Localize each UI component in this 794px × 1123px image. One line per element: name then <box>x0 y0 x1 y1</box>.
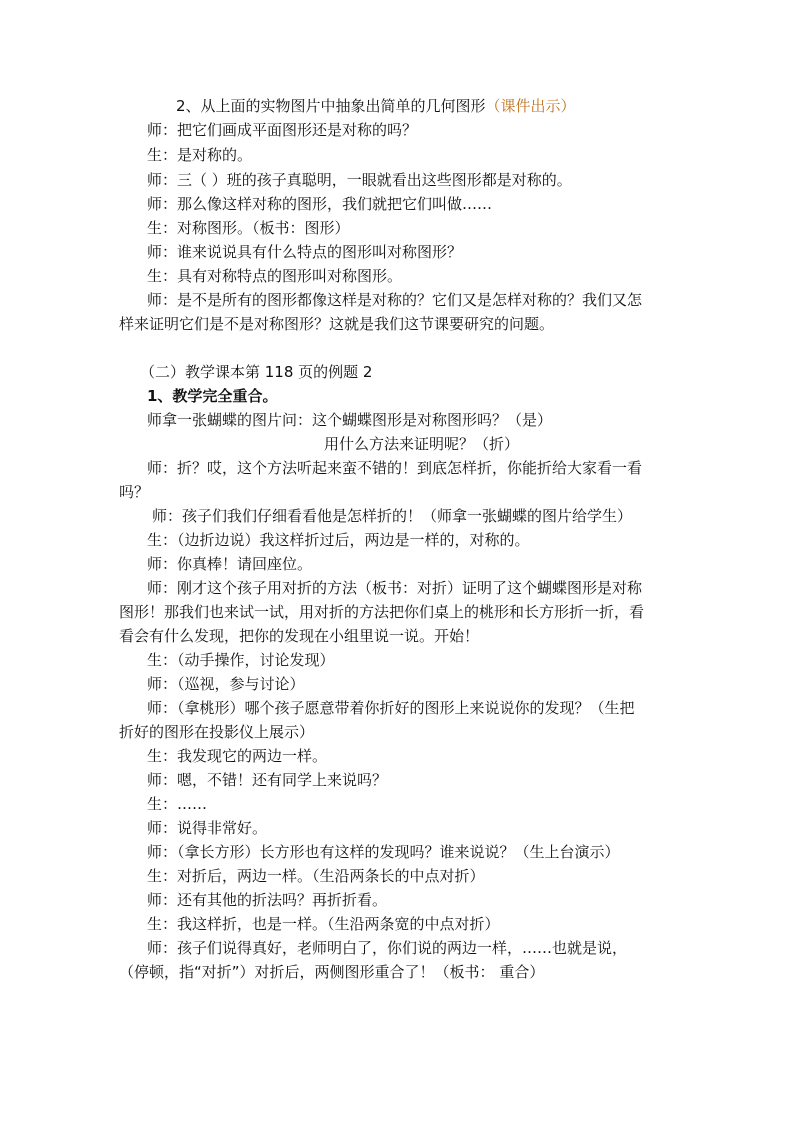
section1-line: 生：具有对称特点的图形叫对称图形。 <box>147 267 403 285</box>
section2-line: 师：嗯，不错！还有同学上来说吗？ <box>147 771 388 789</box>
section2-line: 折好的图形在投影仪上展示） <box>119 723 315 741</box>
section2-line: 生：对折后，两边一样。（生沿两条长的中点对折） <box>147 867 485 885</box>
section1-line: 师：谁来说说具有什么特点的图形叫对称图形？ <box>147 243 463 261</box>
section2-line: 师：折？哎，这个方法听起来蛮不错的！到底怎样折，你能折给大家看一看 <box>147 459 643 477</box>
section2-line: 生：（动手操作，讨论发现） <box>147 651 335 669</box>
section2-line: 师：刚才这个孩子用对折的方法（板书：对折）证明了这个蝴蝶图形是对称 <box>147 579 643 597</box>
section1-line: 生：是对称的。 <box>147 146 253 164</box>
section2-line: 看会有什么发现，把你的发现在小组里说一说。开始！ <box>119 627 480 645</box>
section2-line: 师：（拿桃形）哪个孩子愿意带着你折好的图形上来说说你的发现？（生把 <box>147 699 635 717</box>
section1-heading-note: （课件出示） <box>485 97 576 115</box>
section2-line: 生：…… <box>147 795 208 813</box>
section1-line: 生：对称图形。（板书：图形） <box>147 219 350 237</box>
section2-line: 生：我这样折，也是一样。（生沿两条宽的中点对折） <box>147 915 500 933</box>
section2-line: 师：（拿长方形）长方形也有这样的发现吗？谁来说说？（生上台演示） <box>147 843 620 861</box>
section2-line: 生：我发现它的两边一样。 <box>147 747 328 765</box>
section1-heading-text: 2、从上面的实物图片中抽象出简单的几何图形 <box>176 97 486 115</box>
section2-line: 师拿一张蝴蝶的图片问：这个蝴蝶图形是对称图形吗？（是） <box>147 411 553 429</box>
section2-line: 师：说得非常好。 <box>147 819 268 837</box>
section1-line: 师：把它们画成平面图形还是对称的吗？ <box>147 121 418 139</box>
section2-line: 用什么方法来证明呢？（折） <box>324 435 520 453</box>
section2-line: 师：还有其他的折法吗？再折折看。 <box>147 891 388 909</box>
section1-line: 样来证明它们是不是对称图形？这就是我们这节课要研究的问题。 <box>119 315 555 333</box>
section1-heading <box>176 96 576 116</box>
section2-line: （停顿，指“对折”）对折后，两侧图形重合了！（板书： 重合） <box>119 963 545 981</box>
section1-line: 师：三（ ）班的孩子真聪明，一眼就看出这些图形都是对称的。 <box>147 171 572 189</box>
section2-line: 师：你真棒！请回座位。 <box>147 555 313 573</box>
section1-line: 师：是不是所有的图形都像这样是对称的？它们又是怎样对称的？我们又怎 <box>147 291 643 309</box>
section2-line: 师：（巡视，参与讨论） <box>147 675 305 693</box>
section2-line: 师：孩子们我们仔细看看他是怎样折的！（师拿一张蝴蝶的图片给学生） <box>152 507 633 525</box>
section2-line: 吗？ <box>119 483 150 501</box>
section2-subheading: 1、教学完全重合。 <box>147 387 278 405</box>
section2-heading: （二）教学课本第 118 页的例题 2 <box>140 363 373 381</box>
section2-line: 师：孩子们说得真好，老师明白了，你们说的两边一样，……也就是说， <box>147 939 628 957</box>
section1-line: 师：那么像这样对称的图形，我们就把它们叫做…… <box>147 195 493 213</box>
section2-line: 图形！那我们也来试一试，用对折的方法把你们桌上的桃形和长方形折一折，看 <box>119 603 645 621</box>
section2-line: 生：（边折边说）我这样折过后，两边是一样的，对称的。 <box>147 531 530 549</box>
